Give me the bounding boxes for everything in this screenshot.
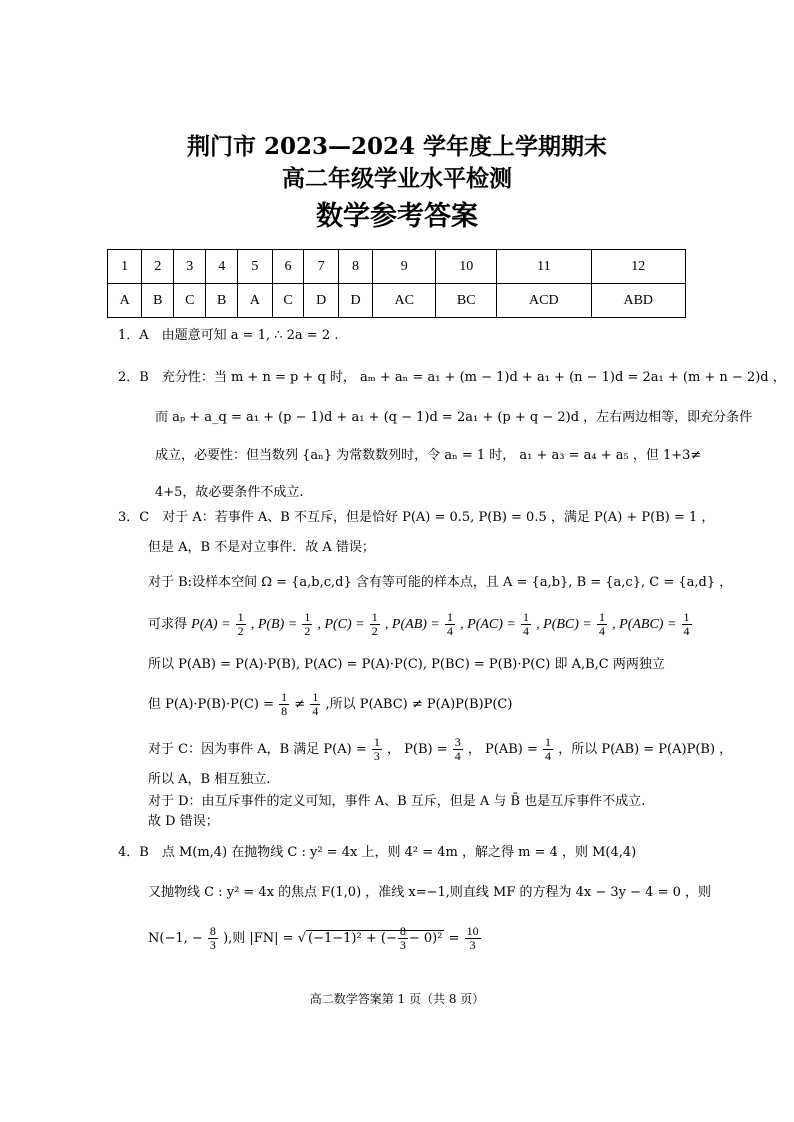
q3-line-7-text: ， P(AB) = xyxy=(467,742,538,757)
q3-line-4-prefix: 可求得 xyxy=(148,617,188,632)
answer-cell: ABD xyxy=(591,284,685,318)
fraction-denominator: 3 xyxy=(399,938,406,952)
fraction-numerator: 3 xyxy=(454,735,461,749)
q4-line-2: 又抛物线 C : y² = 4x 的焦点 F(1,0) ，准线 x=−1,则直线 MF 的方程为 4x − 3y − 4 = 0 ，则 xyxy=(148,885,712,900)
fraction xyxy=(279,691,289,718)
q3-line-6 xyxy=(148,690,512,720)
question-number: 5 xyxy=(238,250,272,284)
radical-sign: √ xyxy=(297,931,307,946)
fraction-denominator: 2 xyxy=(237,624,244,638)
answer-cell: C xyxy=(174,284,206,318)
q4-line-1: 4．B 点 M(m,4) 在抛物线 C : y² = 4x 上，则 4² = 4m ，解之得 m = 4 ，则 M(4,4) xyxy=(118,845,637,860)
q4-line-3 xyxy=(148,922,482,956)
question-number: 3 xyxy=(174,250,206,284)
fraction-numerator: 8 xyxy=(399,924,406,938)
question-number: 1 xyxy=(108,250,142,284)
fraction-denominator: 2 xyxy=(371,624,378,638)
fraction xyxy=(465,925,481,952)
fraction-denominator: 3 xyxy=(469,938,476,952)
title-line-1: 荆门市 2023—2024 学年度上学期期末 xyxy=(186,133,608,160)
q3-line-3: 对于 B:设样本空间 Ω = {a,b,c,d} 含有等可能的样本点，且 A = {a,b}, B = {a,c}, C = {a,d} ， xyxy=(148,575,733,590)
fraction-denominator: 3 xyxy=(373,749,380,763)
answer-cell: A xyxy=(238,284,272,318)
prob-label: , P(AC) = xyxy=(460,617,516,632)
question-number: 4 xyxy=(206,250,238,284)
fraction-numerator: 1 xyxy=(523,610,529,624)
answer-cell: A xyxy=(108,284,142,318)
answer-cell: B xyxy=(206,284,238,318)
prob-label: , P(AB) = xyxy=(384,617,440,632)
fraction-numerator: 1 xyxy=(237,610,244,624)
question-number: 2 xyxy=(142,250,174,284)
q3-line-2: 但是 A，B 不是对立事件．故 A 错误； xyxy=(148,540,375,555)
prob-label: , P(C) = xyxy=(317,617,365,632)
answer-cell: ACD xyxy=(497,284,591,318)
q3-line-10: 故 D 错误； xyxy=(148,814,219,829)
fraction xyxy=(310,691,320,718)
fraction xyxy=(543,736,553,763)
q3-line-9: 对于 D：由互斥事件的定义可知，事件 A、B 互斥，但是 A 与 B̄ 也是互斥事件不成立. xyxy=(148,794,646,809)
q3-line-5: 所以 P(AB) = P(A)·P(B), P(AC) = P(A)·P(C), P(BC) = P(B)·P(C) 即 A,B,C 两两独立 xyxy=(148,657,665,672)
q3-line-1: 3．C 对于 A：若事件 A、B 不互斥，但是恰好 P(A) = 0.5, P(B) = 0.5 ，满足 P(A) + P(B) = 1 ， xyxy=(118,510,715,525)
answer-cell: BC xyxy=(436,284,497,318)
q3-line-6-text: 但 P(A)·P(B)·P(C) = xyxy=(148,697,274,712)
fraction-numerator: 10 xyxy=(466,924,479,938)
fraction-numerator: 1 xyxy=(683,610,690,624)
fraction xyxy=(398,925,408,952)
prob-label: , P(ABC) = xyxy=(612,617,677,632)
fraction-denominator: 4 xyxy=(447,624,453,638)
fraction-denominator: 8 xyxy=(281,704,288,718)
q2-line-3: 成立，必要性：但当数列 {aₙ} 为常数数列时，令 aₙ = 1 时， a₁ + a₃ = a₄ + a₅ ，但 1+3≠ xyxy=(155,448,702,463)
q3-line-8: 所以 A，B 相互独立. xyxy=(148,772,271,787)
fraction-denominator: 3 xyxy=(209,938,216,952)
fraction-numerator: 1 xyxy=(599,610,605,624)
fraction-numerator: 1 xyxy=(312,690,319,704)
question-number: 9 xyxy=(373,250,436,284)
answer-table-answer-row xyxy=(108,284,686,318)
fraction-numerator: 1 xyxy=(545,735,552,749)
fraction xyxy=(597,611,607,638)
radicand-text: − 0)² xyxy=(408,931,443,946)
question-number: 6 xyxy=(272,250,304,284)
fraction xyxy=(453,736,463,763)
fraction xyxy=(521,611,531,638)
fraction xyxy=(370,611,380,638)
q4-line-3-text: N(−1, − xyxy=(148,931,203,946)
answer-cell: D xyxy=(304,284,338,318)
fraction xyxy=(372,736,382,763)
fraction-numerator: 1 xyxy=(281,690,288,704)
fraction-denominator: 4 xyxy=(683,624,690,638)
prob-label: , P(BC) = xyxy=(536,617,592,632)
title-line-3: 数学参考答案 xyxy=(316,201,478,232)
answer-cell: C xyxy=(272,284,304,318)
equals-sign: = xyxy=(448,931,460,946)
fraction xyxy=(445,611,455,638)
question-number: 10 xyxy=(436,250,497,284)
q3-line-6-text: ,所以 P(ABC) ≠ P(A)P(B)P(C) xyxy=(325,697,513,712)
fraction xyxy=(682,611,692,638)
not-equal-sign: ≠ xyxy=(294,697,306,712)
q2-line-4: 4+5，故必要条件不成立. xyxy=(155,485,304,500)
fraction-numerator: 8 xyxy=(209,924,216,938)
question-number: 7 xyxy=(304,250,338,284)
fraction-denominator: 4 xyxy=(312,704,319,718)
question-number: 8 xyxy=(338,250,372,284)
answer-cell: AC xyxy=(373,284,436,318)
fraction xyxy=(302,611,312,638)
answer-cell: B xyxy=(142,284,174,318)
q3-line-7-text: 对于 C：因为事件 A，B 满足 P(A) = xyxy=(148,742,367,757)
answer-table-number-row xyxy=(108,250,686,284)
q2-line-2: 而 aₚ + a_q = a₁ + (p − 1)d + a₁ + (q − 1)d = 2a₁ + (p + q − 2)d ，左右两边相等，即充分条件 xyxy=(155,410,753,425)
q3-line-4 xyxy=(148,610,693,640)
fraction-denominator: 4 xyxy=(545,749,552,763)
fraction-denominator: 2 xyxy=(304,624,311,638)
answer-table xyxy=(107,249,686,318)
fraction-numerator: 1 xyxy=(304,610,311,624)
q3-line-7 xyxy=(148,735,732,765)
prob-label: P(A) = xyxy=(191,617,231,632)
answer-cell: D xyxy=(338,284,372,318)
q1-line-1: 1．A 由题意可知 a = 1, ∴ 2a = 2 . xyxy=(118,328,339,343)
fraction-numerator: 1 xyxy=(447,610,453,624)
question-number: 12 xyxy=(591,250,685,284)
question-number: 11 xyxy=(497,250,591,284)
q2-line-1: 2．B 充分性：当 m + n = p + q 时， aₘ + aₙ = a₁ + (m − 1)d + a₁ + (n − 1)d = 2a₁ + (m + n − 2)d ， xyxy=(118,370,786,385)
prob-label: , P(B) = xyxy=(250,617,298,632)
fraction xyxy=(208,925,218,952)
fraction xyxy=(236,611,246,638)
q3-line-7-text: ，所以 P(AB) = P(A)P(B) ， xyxy=(558,742,733,757)
fraction-denominator: 4 xyxy=(523,624,529,638)
q3-line-7-text: ， P(B) = xyxy=(387,742,448,757)
radicand-text: (−1−1)² + (− xyxy=(308,931,397,946)
fraction-numerator: 1 xyxy=(371,610,378,624)
radicand xyxy=(306,924,444,952)
q4-line-3-text: ),则 |FN| = xyxy=(223,931,294,946)
fraction-denominator: 4 xyxy=(454,749,461,763)
fraction-denominator: 4 xyxy=(599,624,605,638)
page-footer: 高二数学答案第 1 页（共 8 页） xyxy=(309,992,485,1006)
fraction-numerator: 1 xyxy=(373,735,380,749)
title-line-2: 高二年级学业水平检测 xyxy=(282,165,512,192)
